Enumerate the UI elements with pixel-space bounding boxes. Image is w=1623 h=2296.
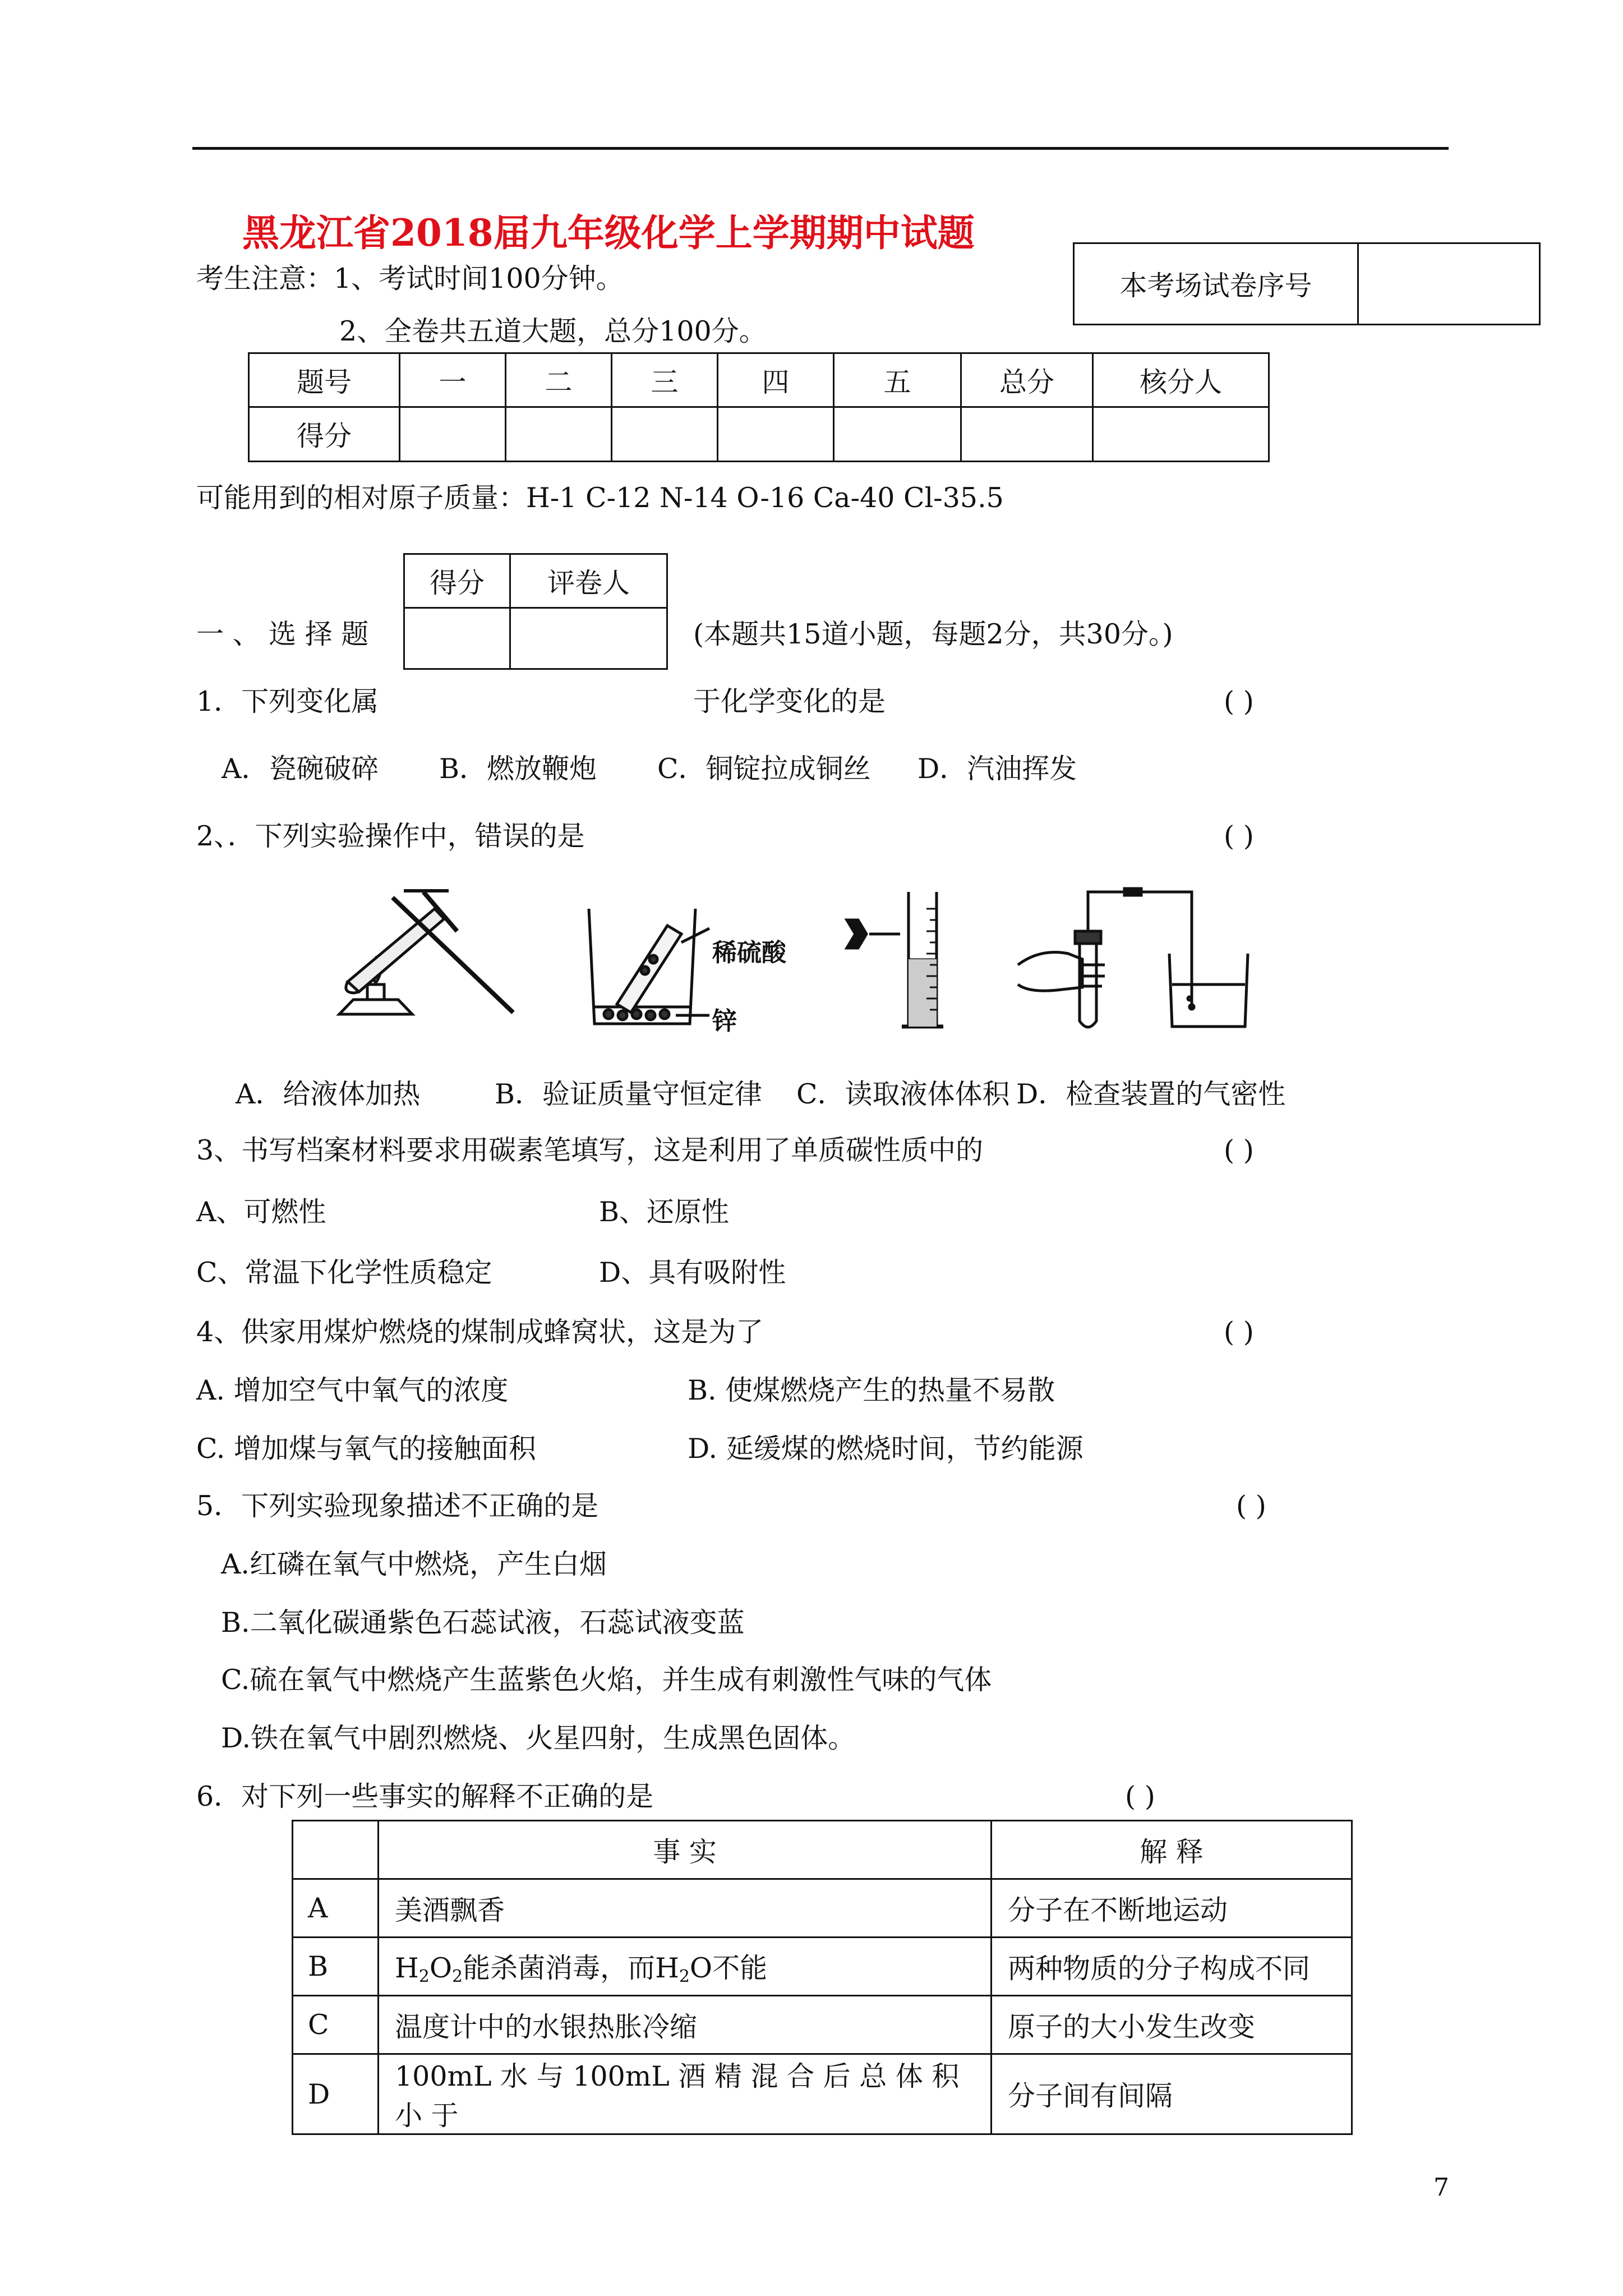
q4-option-b[interactable]: B. 使煤燃烧产生的热量不易散 — [688, 1374, 1055, 1406]
q3-answer-paren[interactable]: ( ) — [1224, 1134, 1254, 1166]
q4-stem: 4、供家用煤炉燃烧的煤制成蜂窝状，这是为了 — [196, 1316, 764, 1348]
q1-answer-paren[interactable]: ( ) — [1224, 685, 1254, 717]
atomic-masses: 可能用到的相对原子质量：H-1 C-12 N-14 O-16 Ca-40 Cl-35.5 — [196, 482, 1004, 514]
score-cell[interactable] — [718, 407, 834, 462]
figure-read-volume — [836, 886, 959, 1038]
header-rule — [192, 147, 1449, 150]
q5-stem: 5．下列实验现象描述不正确的是 — [196, 1490, 599, 1522]
q6-row-key: B — [293, 1938, 379, 1996]
q6-row-key: D — [293, 2054, 379, 2134]
q6-row-key: C — [293, 1996, 379, 2054]
figure-heating-liquid — [314, 875, 522, 1021]
q4-option-d[interactable]: D. 延缓煤的燃烧时间，节约能源 — [688, 1433, 1083, 1465]
score-cell[interactable] — [834, 407, 961, 462]
q4-option-a[interactable]: A. 增加空气中氧气的浓度 — [196, 1374, 509, 1406]
serial-value[interactable] — [1358, 243, 1540, 325]
figure-mass-conservation — [583, 903, 729, 1032]
grader-score-label: 得分 — [404, 554, 510, 608]
score-header: 核分人 — [1093, 353, 1269, 407]
fact-text: 能杀菌消毒，而H — [463, 1952, 679, 1984]
q5-option-a[interactable]: A.红磷在氧气中燃烧，产生白烟 — [221, 1548, 607, 1580]
q2-option-a[interactable]: A．给液体加热 — [236, 1078, 421, 1110]
score-cell[interactable] — [961, 407, 1093, 462]
q6-row-fact — [379, 1938, 992, 1996]
subscript: 2 — [452, 1967, 463, 1986]
q1-option-a[interactable]: A．瓷碗破碎 — [222, 753, 379, 785]
score-header: 三 — [612, 353, 718, 407]
serial-box — [1073, 242, 1541, 325]
figure-airtightness — [1012, 875, 1259, 1038]
q6-header-fact: 事 实 — [379, 1821, 992, 1879]
subscript: 2 — [418, 1967, 430, 1986]
q1-stem-part-2: 于化学变化的是 — [693, 685, 886, 717]
q6-row-fact: 美酒飘香 — [379, 1879, 992, 1938]
score-cell[interactable] — [400, 407, 506, 462]
q6-row-explain: 分子间有间隔 — [992, 2054, 1352, 2134]
q4-option-c[interactable]: C. 增加煤与氧气的接触面积 — [196, 1433, 536, 1465]
q1-option-d[interactable]: D．汽油挥发 — [917, 753, 1077, 785]
q6-row-key: A — [293, 1879, 379, 1938]
q1-stem-part-1: 1．下列变化属 — [196, 685, 379, 717]
notice-line-1: 考生注意：1、考试时间100分钟。 — [196, 263, 624, 295]
score-header: 五 — [834, 353, 961, 407]
q3-option-d[interactable]: D、具有吸附性 — [599, 1257, 786, 1289]
score-row-label: 得分 — [249, 407, 400, 462]
fact-text-end: O不能 — [689, 1952, 768, 1984]
q2-option-c[interactable]: C．读取液体体积 — [796, 1078, 1010, 1110]
q2-option-d[interactable]: D．检查装置的气密性 — [1016, 1078, 1286, 1110]
q1-option-b[interactable]: B．燃放鞭炮 — [439, 753, 597, 785]
notice-line-2: 2、全卷共五道大题，总分100分。 — [339, 315, 767, 347]
score-cell[interactable] — [1093, 407, 1269, 462]
q2-option-b[interactable]: B．验证质量守恒定律 — [495, 1078, 763, 1110]
q3-option-a[interactable]: A、可燃性 — [196, 1196, 326, 1228]
q6-header-key — [293, 1821, 379, 1879]
q3-stem: 3、书写档案材料要求用碳素笔填写，这是利用了单质碳性质中的 — [196, 1134, 984, 1166]
q5-answer-paren[interactable]: ( ) — [1236, 1490, 1266, 1522]
formula-o: O — [429, 1952, 452, 1984]
q6-row-explain: 分子在不断地运动 — [992, 1879, 1352, 1938]
page-number: 7 — [1433, 2173, 1449, 2202]
section-1-note: (本题共15道小题，每题2分，共30分。) — [693, 618, 1173, 650]
q2-stem: 2、．下列实验操作中，错误的是 — [196, 820, 585, 852]
q3-option-b[interactable]: B、还原性 — [599, 1196, 730, 1228]
score-header: 总分 — [961, 353, 1093, 407]
grader-box — [403, 553, 668, 670]
section-1-title: 一 、 选 择 题 — [196, 618, 369, 650]
grader-score-cell[interactable] — [404, 608, 510, 669]
q6-row-fact: 温度计中的水银热胀冷缩 — [379, 1996, 992, 2054]
grader-name-cell[interactable] — [510, 608, 667, 669]
q5-option-d[interactable]: D.铁在氧气中剧烈燃烧、火星四射，生成黑色固体。 — [221, 1722, 856, 1754]
q3-option-c[interactable]: C、常温下化学性质稳定 — [196, 1257, 492, 1289]
q6-stem: 6．对下列一些事实的解释不正确的是 — [196, 1780, 654, 1812]
score-cell[interactable] — [612, 407, 718, 462]
score-header: 一 — [400, 353, 506, 407]
subscript: 2 — [679, 1967, 690, 1986]
q5-option-c[interactable]: C.硫在氧气中燃烧产生蓝紫色火焰，并生成有刺激性气味的气体 — [221, 1664, 992, 1696]
q4-answer-paren[interactable]: ( ) — [1224, 1316, 1254, 1348]
score-header: 二 — [506, 353, 612, 407]
score-header: 四 — [718, 353, 834, 407]
q6-answer-paren[interactable]: ( ) — [1125, 1780, 1155, 1812]
q6-row-fact: 100mL 水 与 100mL 酒 精 混 合 后 总 体 积 小 于 — [379, 2054, 992, 2134]
q2-answer-paren[interactable]: ( ) — [1224, 820, 1254, 852]
figure-label-zinc: 锌 — [712, 1007, 737, 1036]
q6-row-explain: 两种物质的分子构成不同 — [992, 1938, 1352, 1996]
q6-row-explain: 原子的大小发生改变 — [992, 1996, 1352, 2054]
q6-header-explain: 解 释 — [992, 1821, 1352, 1879]
q6-fact-table — [292, 1820, 1353, 2135]
q5-option-b[interactable]: B.二氧化碳通紫色石蕊试液，石蕊试液变蓝 — [221, 1607, 745, 1639]
page-title: 黑龙江省2018届九年级化学上学期期中试题 — [242, 211, 975, 255]
grader-name-label: 评卷人 — [510, 554, 667, 608]
serial-label: 本考场试卷序号 — [1074, 243, 1358, 325]
score-cell[interactable] — [506, 407, 612, 462]
q1-option-c[interactable]: C．铜锭拉成铜丝 — [657, 753, 871, 785]
figure-label-acid: 稀硫酸 — [712, 938, 786, 967]
score-table — [248, 352, 1270, 462]
formula-h: H — [395, 1952, 419, 1984]
score-header: 题号 — [249, 353, 400, 407]
